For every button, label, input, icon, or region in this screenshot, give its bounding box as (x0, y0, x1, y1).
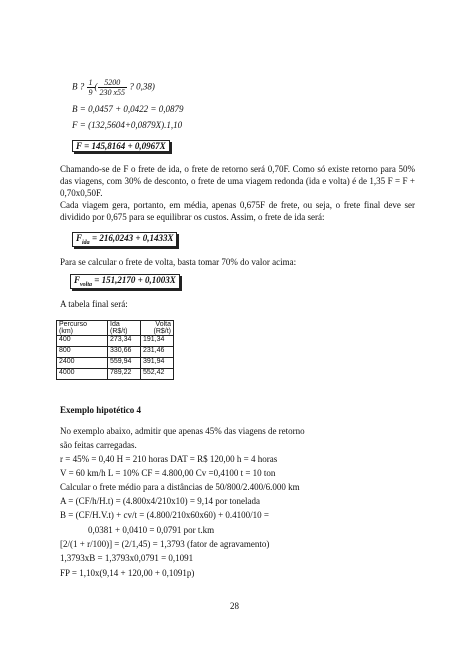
f-volta-symbol: F (74, 275, 81, 285)
paragraph-final-table: A tabela final será: (60, 299, 128, 309)
paragraph-return-freight: Chamando-se de F o frete de ida, o frete de retorno será 0,70F. Como só existe retorno para 50% das viagens, com 30% de desconto, o frete de uma viagem redonda (ida e volta) é de 1,35 F = F + 0,70x0,50F. (60, 164, 415, 198)
header-text: Percurso (59, 321, 88, 328)
equation-b-open-paren: ( (94, 81, 98, 92)
example-line: 1,3793xB = 1,3793x0,0791 = 0,1091 (60, 553, 194, 563)
example-line: FP = 1,10x(9,14 + 120,00 + 0,1091p) (60, 568, 195, 578)
example-line: [2/(1 + r/100)] = (2/1,45) = 1,3793 (fator de agravamento) (60, 539, 270, 549)
fraction-numerator: 1 (88, 78, 93, 87)
fraction-5200 (98, 78, 128, 97)
table-cell-km: 400 (57, 336, 108, 347)
header-unit: (km) (59, 328, 73, 335)
table-cell-ida: 273,34 (108, 336, 141, 347)
f-ida-expression: = 216,0243 + 0,1433X (89, 233, 174, 243)
equation-f: F = (132,5604+0,0879X).1,10 (72, 120, 183, 130)
f-volta-subscript: volta (80, 281, 93, 288)
example-line: V = 60 km/h L = 10% CF = 4.800,00 Cv =0,4100 t = 10 ton (60, 468, 276, 478)
table-cell-ida: 559,94 (108, 358, 141, 369)
equation-f-ida-boxed (72, 232, 177, 247)
paragraph-average-freight: Cada viagem gera, portanto, em média, apenas 0,675F de frete, ou seja, o frete final deve ser dividido por 0,675 para se equilibrar os custos. Assim, o frete de ida será: (60, 200, 415, 222)
table-row (57, 369, 174, 380)
example-line: 0,0381 + 0,0410 = 0,0791 por t.km (88, 525, 215, 535)
table-header-percurso (57, 321, 108, 336)
example-line: são feitas carregadas. (60, 440, 137, 450)
example-line: Calcular o frete médio para a distâncias de 50/800/2.400/6.000 km (60, 482, 300, 492)
table-row (57, 358, 174, 369)
equation-f-boxed: F = 145,8164 + 0,0967X (72, 140, 170, 152)
table-cell-ida: 789,22 (108, 369, 141, 380)
header-unit: (R$/t) (153, 328, 171, 335)
fraction-denominator: 230 x55 (99, 88, 126, 97)
f-ida-symbol: F (76, 233, 83, 243)
table-cell-volta: 191,34 (141, 336, 174, 347)
fraction-one-ninth (87, 78, 95, 97)
table-cell-ida: 330,66 (108, 347, 141, 358)
example-line: No exemplo abaixo, admitir que apenas 45% das viagens de retorno (60, 426, 305, 436)
table-header-volta (141, 321, 174, 336)
table-header-row (57, 321, 174, 336)
f-ida-subscript: ida (82, 239, 90, 246)
fraction-denominator: 9 (88, 88, 93, 97)
page-number: 28 (230, 601, 239, 611)
freight-table (56, 320, 174, 380)
equation-b-prefix: B ? (72, 81, 87, 92)
equation-b (72, 78, 155, 97)
table-cell-km: 4000 (57, 369, 108, 380)
example-line: A = (CF/h/H.t) = (4.800x4/210x10) = 9,14 por tonelada (60, 496, 260, 506)
header-text: Ida (110, 321, 120, 328)
paragraph-return-calc: Para se calcular o frete de volta, basta tomar 70% do valor acima: (60, 257, 297, 267)
table-cell-volta: 391,94 (141, 358, 174, 369)
table-cell-km: 800 (57, 347, 108, 358)
table-cell-volta: 231,46 (141, 347, 174, 358)
table-header-ida (108, 321, 141, 336)
equation-b-result: B = 0,0457 + 0,0422 = 0,0879 (72, 104, 184, 114)
header-text: Volta (155, 321, 171, 328)
table-row (57, 336, 174, 347)
equation-f-volta-boxed (70, 274, 180, 289)
table-cell-km: 2400 (57, 358, 108, 369)
header-unit: (R$/t) (110, 328, 128, 335)
example-line: B = (CF/H.V.t) + cv/t = (4.800/210x60x60) + 0.4100/10 = (60, 510, 269, 520)
fraction-numerator: 5200 (98, 78, 128, 88)
equation-b-tail: ? 0,38) (129, 81, 155, 92)
f-volta-expression: = 151,2170 + 0,1003X (92, 275, 176, 285)
example-heading: Exemplo hipotético 4 (60, 405, 141, 415)
table-row (57, 347, 174, 358)
table-cell-volta: 552,42 (141, 369, 174, 380)
example-line: r = 45% = 0,40 H = 210 horas DAT = R$ 120,00 h = 4 horas (60, 454, 278, 464)
